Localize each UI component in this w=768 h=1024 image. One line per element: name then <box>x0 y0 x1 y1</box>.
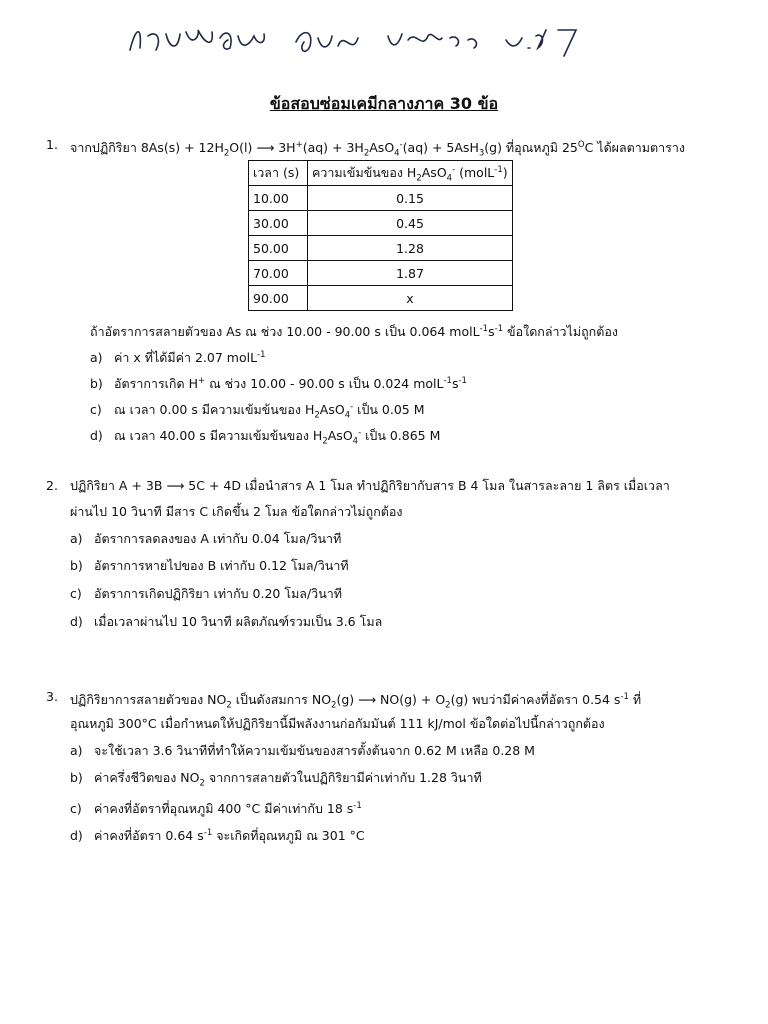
question-2-option-c[interactable]: c) อัตราการเกิดปฏิกิริยา เท่ากับ 0.20 โมล/วินาที <box>70 586 343 601</box>
table-row <box>249 211 513 236</box>
question-3-number: 3. <box>46 689 58 704</box>
question-3-option-d[interactable]: d) ค่าคงที่อัตรา 0.64 $s^{-1}$ จะเกิดที่อุณหภูมิ ณ 301 °C <box>70 828 365 844</box>
exam-title: ข้อสอบซ่อมเคมีกลางภาค 30 ข้อ <box>269 94 499 113</box>
table-cell-time: 50.00 <box>249 236 308 261</box>
question-1-number: 1. <box>46 137 58 152</box>
table-header-time: เวลา (s) <box>249 161 308 186</box>
table-row <box>249 236 513 261</box>
table-cell-time: 30.00 <box>249 211 308 236</box>
question-3-option-c[interactable]: c) ค่าคงที่อัตราที่อุณหภูมิ 400 °C มีค่าเท่ากับ 18 $s^{-1}$ <box>70 801 362 817</box>
question-1-prompt: ถ้าอัตราการสลายตัวของ As ณ ช่วง 10.00 - 90.00 s เป็น 0.064 $molL^{-1}s^{-1}$ ข้อใดกล่าวไม่ถูกต้อง <box>90 324 618 340</box>
question-3-stem-line-1: ปฏิกิริยาการสลายตัวของ $NO_2$ เป็นดังสมการ $NO_2(g)$ ⟶ $NO(g) + O_2(g)$ พบว่ามีค่าคงที่อัตรา 0.54 $s^{-1}$ ที่ <box>70 692 642 711</box>
table-cell-concentration: 1.87 <box>308 261 513 286</box>
question-2-option-a[interactable]: a) อัตราการลดลงของ A เท่ากับ 0.04 โมล/วินาที <box>70 531 342 546</box>
question-3-option-b[interactable]: b) ค่าครึ่งชีวิตของ $NO_2$ จากการสลายตัวในปฏิกิริยามีค่าเท่ากับ 1.28 วินาที <box>70 770 482 789</box>
table-header-row <box>249 161 513 186</box>
question-2-number: 2. <box>46 478 58 493</box>
concentration-table <box>248 160 513 311</box>
table-cell-concentration: 0.15 <box>308 186 513 211</box>
question-3-option-a[interactable]: a) จะใช้เวลา 3.6 วินาทีที่ทำให้ความเข้มข้นของสารตั้งต้นจาก 0.62 M เหลือ 0.28 M <box>70 743 535 758</box>
question-1-option-c[interactable]: c) ณ เวลา 0.00 s มีความเข้มข้นของ $H_2AsO_4^-$ เป็น 0.05 M <box>90 402 425 421</box>
question-1-option-d[interactable]: d) ณ เวลา 40.00 s มีความเข้มข้นของ $H_2AsO_4^-$ เป็น 0.865 M <box>90 428 441 447</box>
table-cell-concentration: 0.45 <box>308 211 513 236</box>
question-2-option-b[interactable]: b) อัตราการหายไปของ B เท่ากับ 0.12 โมล/วินาที <box>70 558 349 573</box>
table-cell-concentration: x <box>308 286 513 311</box>
question-3-stem-line-2: อุณหภูมิ 300°C เมื่อกำหนดให้ปฏิกิริยานี้มีพลังงานก่อกัมมันต์ 111 kJ/mol ข้อใดต่อไปนี้กล่าวถูกต้อง <box>70 716 605 731</box>
handwritten-student-name <box>126 16 596 66</box>
question-1-option-a[interactable]: a) ค่า x ที่ได้มีค่า 2.07 molL$^{-1}$ <box>90 350 266 366</box>
table-row <box>249 186 513 211</box>
table-cell-time: 10.00 <box>249 186 308 211</box>
table-cell-concentration: 1.28 <box>308 236 513 261</box>
table-row <box>249 286 513 311</box>
table-header-concentration: ความเข้มข้นของ $H_2AsO_4^-$ (molL$^{-1}$) <box>308 161 513 186</box>
question-1-option-b[interactable]: b) อัตราการเกิด H+ ณ ช่วง 10.00 - 90.00 s เป็น 0.024 $molL^{-1}s^{-1}$ <box>90 376 467 392</box>
question-2-stem-line-1: ปฏิกิริยา A + 3B ⟶ 5C + 4D เมื่อนำสาร A 1 โมล ทำปฏิกิริยากับสาร B 4 โมล ในสารละลาย 1 ลิตร เมื่อเวลา <box>70 478 670 493</box>
table-cell-time: 70.00 <box>249 261 308 286</box>
table-cell-time: 90.00 <box>249 286 308 311</box>
question-2-stem-line-2: ผ่านไป 10 วินาที มีสาร C เกิดขึ้น 2 โมล ข้อใดกล่าวไม่ถูกต้อง <box>70 504 403 519</box>
question-1-stem: จากปฏิกิริยา $8As(s) + 12H_2O(l)$ ⟶ $3H^+(aq) + 3H_2AsO_4^-(aq) + 5AsH_3(g)$ ที่อุณหภูมิ $25^OC$ ได้ผลตามตาราง <box>70 140 686 159</box>
question-2-option-d[interactable]: d) เมื่อเวลาผ่านไป 10 วินาที ผลิตภัณฑ์รวมเป็น 3.6 โมล <box>70 614 383 629</box>
table-row <box>249 261 513 286</box>
